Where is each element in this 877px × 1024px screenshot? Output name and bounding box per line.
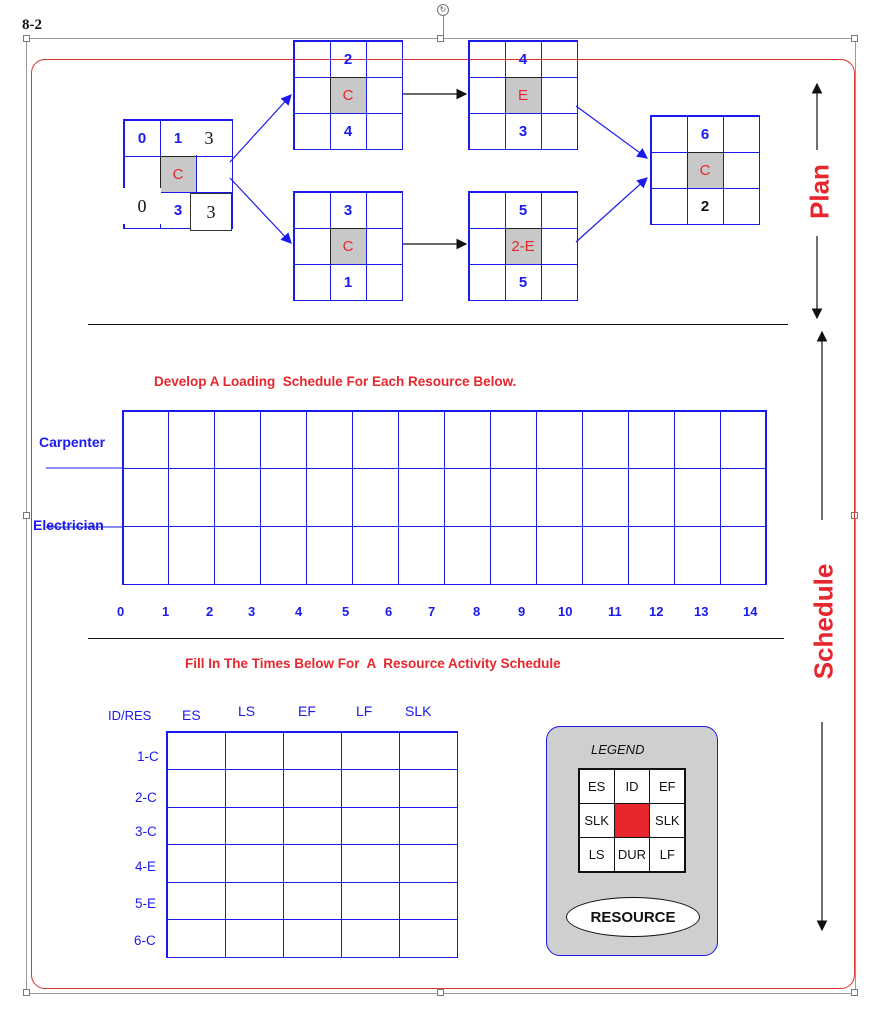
network-node-2: [293, 40, 403, 150]
legend-grid: [578, 768, 686, 873]
node-cell: 5: [505, 192, 542, 229]
page-label: 8-2: [22, 17, 42, 33]
node-cell: [723, 152, 760, 189]
node-cell: 4: [330, 113, 367, 150]
node-cell: [541, 41, 578, 78]
node-cell: [541, 77, 578, 114]
axis-tick: 10: [558, 604, 573, 619]
legend-cell: ID: [614, 769, 650, 804]
legend-cell: ES: [579, 769, 615, 804]
node-cell: 1: [160, 120, 197, 157]
arrow-node5-to-node6: [576, 178, 647, 242]
node-cell: [469, 113, 506, 150]
legend-cell: DUR: [614, 837, 650, 872]
node-cell: [366, 192, 403, 229]
times-row-label: 4-E: [135, 859, 157, 874]
node-cell: 3: [330, 192, 367, 229]
node-cell: [541, 113, 578, 150]
network-node-3: [293, 191, 403, 301]
legend-cell: LS: [579, 837, 615, 872]
axis-tick: 7: [428, 604, 436, 619]
node-cell: [469, 41, 506, 78]
node-cell: [294, 192, 331, 229]
node-resource-cell: E: [505, 77, 542, 114]
node-cell: 0: [124, 120, 161, 157]
times-row-label: 6-C: [134, 933, 156, 948]
times-header: ID/RES: [108, 708, 152, 723]
axis-tick: 11: [608, 604, 622, 619]
overlay-textbox[interactable]: 3: [190, 193, 232, 231]
node-cell: [541, 192, 578, 229]
network-node-6: [650, 115, 760, 225]
axis-tick: 13: [694, 604, 709, 619]
times-header: LF: [356, 703, 373, 719]
node-cell: [469, 192, 506, 229]
node-cell: 3: [160, 192, 197, 229]
node-cell: [366, 41, 403, 78]
legend-cell: SLK: [579, 803, 615, 838]
axis-tick: 6: [385, 604, 393, 619]
node-cell: [469, 264, 506, 301]
node-cell: 2: [330, 41, 367, 78]
times-row-label: 3-C: [135, 824, 157, 839]
node-cell: [469, 77, 506, 114]
overlay-textbox[interactable]: 3: [190, 121, 228, 155]
node-cell: [124, 156, 161, 193]
node-resource-cell: C: [330, 77, 367, 114]
axis-tick: 0: [117, 604, 125, 619]
axis-tick: 3: [248, 604, 256, 619]
times-header: LS: [238, 703, 256, 719]
axis-tick: 2: [206, 604, 214, 619]
node-cell: [294, 113, 331, 150]
times-table-grid[interactable]: [166, 731, 458, 958]
section-label-plan: Plan: [804, 164, 835, 219]
legend-resource-oval: RESOURCE: [566, 897, 700, 937]
row-label-carpenter: Carpenter: [39, 434, 106, 450]
axis-tick: 8: [473, 604, 481, 619]
axis-tick: 4: [295, 604, 303, 619]
network-node-5: [468, 191, 578, 301]
node-cell: [294, 41, 331, 78]
node-cell: 3: [505, 113, 542, 150]
row-label-electrician: Electrician: [33, 517, 104, 533]
divider-line: [88, 638, 784, 639]
node-resource-cell: 2-E: [505, 228, 542, 265]
times-header: ES: [182, 707, 201, 723]
node-cell: 6: [687, 116, 724, 153]
loading-instruction: Develop A Loading Schedule For Each Resource Below.: [154, 374, 517, 389]
divider-line: [88, 324, 788, 325]
legend-title: LEGEND: [591, 742, 645, 757]
node-cell: [723, 188, 760, 225]
times-header: SLK: [405, 703, 432, 719]
node-cell: 5: [505, 264, 542, 301]
node-cell: [541, 264, 578, 301]
times-row-label: 2-C: [135, 790, 157, 805]
legend-cell: SLK: [649, 803, 685, 838]
legend-cell: EF: [649, 769, 685, 804]
arrow-start-to-node2: [230, 95, 291, 162]
node-cell: [366, 264, 403, 301]
loading-schedule-grid[interactable]: [122, 410, 767, 585]
node-cell: [366, 228, 403, 265]
axis-tick: 12: [649, 604, 664, 619]
node-cell: [651, 116, 688, 153]
node-cell: [294, 264, 331, 301]
node-resource-cell: C: [330, 228, 367, 265]
node-cell: [651, 152, 688, 189]
times-instruction: Fill In The Times Below For A Resource Activity Schedule: [185, 656, 561, 671]
arrow-node4-to-node6: [576, 106, 647, 158]
node-cell: [469, 228, 506, 265]
node-cell: [366, 77, 403, 114]
arrow-start-to-node3: [230, 178, 291, 243]
node-cell: [651, 188, 688, 225]
node-cell: 1: [330, 264, 367, 301]
overlay-textbox[interactable]: 0: [123, 188, 161, 224]
node-cell: 4: [505, 41, 542, 78]
rotate-handle-icon[interactable]: ↻: [437, 4, 449, 16]
node-resource-cell: C: [160, 156, 197, 193]
axis-tick: 5: [342, 604, 350, 619]
axis-tick: 1: [162, 604, 170, 619]
network-node-4: [468, 40, 578, 150]
node-resource-cell: C: [687, 152, 724, 189]
node-cell: [294, 228, 331, 265]
node-cell: [294, 77, 331, 114]
node-cell: 2: [687, 188, 724, 225]
section-label-schedule: Schedule: [808, 563, 839, 680]
times-row-label: 5-E: [135, 896, 157, 911]
times-row-label: 1-C: [137, 749, 159, 764]
node-cell: [366, 113, 403, 150]
axis-tick: 9: [518, 604, 526, 619]
legend-resource-swatch: [614, 803, 650, 838]
legend-cell: LF: [649, 837, 685, 872]
node-cell: [723, 116, 760, 153]
node-cell: [196, 156, 233, 193]
axis-tick: 14: [743, 604, 758, 619]
node-cell: [541, 228, 578, 265]
times-header: EF: [298, 703, 316, 719]
